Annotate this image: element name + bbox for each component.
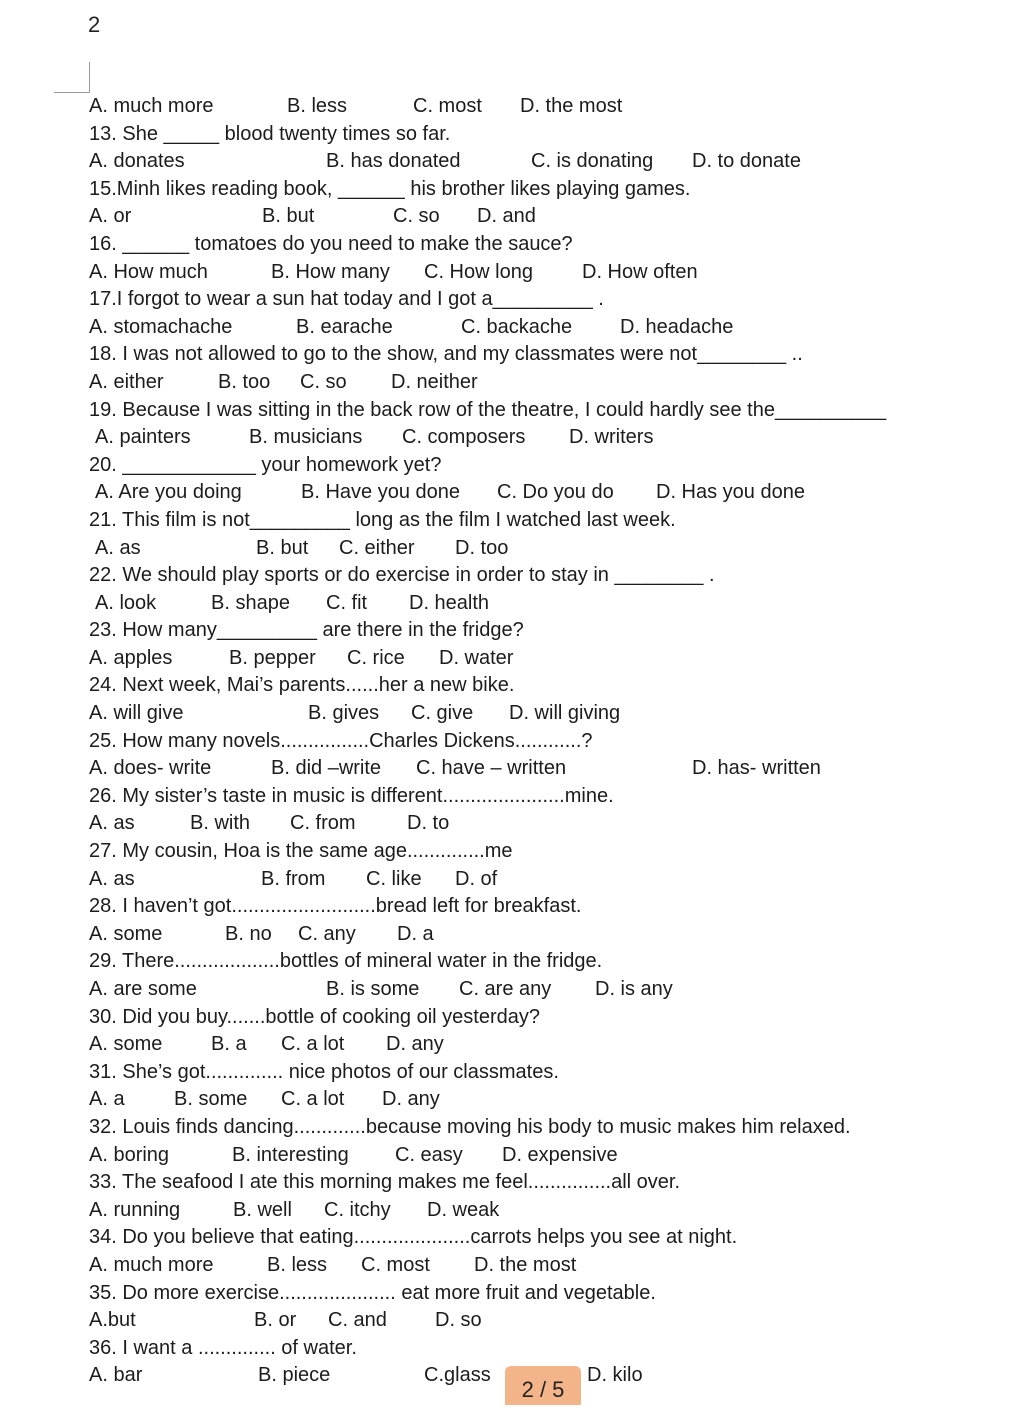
question-text: 33. The seafood I ate this morning makes me feel...............all over. bbox=[89, 1171, 681, 1194]
answer-option: A. will give bbox=[89, 702, 184, 725]
question-text: 23. How many_________ are there in the fridge? bbox=[89, 619, 524, 642]
question-line bbox=[0, 617, 1024, 645]
question-text: 20. ____________ your homework yet? bbox=[89, 453, 442, 476]
crop-mark bbox=[54, 62, 90, 93]
answer-option: C. composers bbox=[402, 426, 526, 449]
question-text: 36. I want a .............. of water. bbox=[89, 1336, 357, 1359]
question-line bbox=[0, 341, 1024, 369]
answer-options-line bbox=[0, 810, 1024, 838]
answer-option: A.but bbox=[89, 1309, 136, 1332]
answer-option: B. musicians bbox=[249, 426, 363, 449]
answer-option: D. any bbox=[382, 1088, 440, 1111]
answer-option: A. either bbox=[89, 370, 164, 393]
answer-option: D. to donate bbox=[692, 150, 801, 173]
answer-option: D. kilo bbox=[587, 1364, 643, 1387]
answer-option: D. How often bbox=[582, 260, 698, 283]
answer-option: D. writers bbox=[569, 426, 654, 449]
answer-options-line bbox=[0, 755, 1024, 783]
answer-option: B. interesting bbox=[232, 1143, 349, 1166]
answer-option: D. expensive bbox=[502, 1143, 618, 1166]
answer-options-line bbox=[0, 535, 1024, 563]
answer-option: A. look bbox=[95, 591, 157, 614]
answer-option: B. but bbox=[256, 536, 309, 559]
answer-options-line bbox=[0, 1031, 1024, 1059]
answer-option: D. the most bbox=[474, 1253, 577, 1276]
answer-option: C. like bbox=[366, 867, 422, 890]
answer-option: C. itchy bbox=[324, 1198, 391, 1221]
answer-option: C. give bbox=[411, 702, 474, 725]
question-text: 17.I forgot to wear a sun hat today and I got a_________ . bbox=[89, 288, 604, 311]
answer-option: D. any bbox=[386, 1033, 444, 1056]
answer-option: D. headache bbox=[620, 315, 734, 338]
answer-option: D. water bbox=[439, 646, 514, 669]
answer-option: D. neither bbox=[391, 370, 478, 393]
answer-option: C. rice bbox=[347, 646, 405, 669]
answer-option: C. most bbox=[361, 1253, 430, 1276]
page-number: 2 bbox=[88, 12, 101, 37]
answer-option: C. so bbox=[300, 370, 347, 393]
answer-option: B. gives bbox=[308, 702, 380, 725]
answer-option: A. donates bbox=[89, 150, 185, 173]
answer-option: A. some bbox=[89, 922, 163, 945]
answer-option: B. Have you done bbox=[301, 481, 460, 504]
answer-option: A. running bbox=[89, 1198, 181, 1221]
answer-option: B. is some bbox=[326, 978, 420, 1000]
answer-option: D. has- written bbox=[692, 757, 821, 780]
question-text: 19. Because I was sitting in the back row of the theatre, I could hardly see the__________ bbox=[89, 398, 887, 421]
question-line bbox=[0, 893, 1024, 921]
question-text: 28. I haven’t got..........................bread left for breakfast. bbox=[89, 895, 582, 918]
question-text: 22. We should play sports or do exercise in order to stay in ________ . bbox=[89, 564, 715, 587]
answer-option: B. a bbox=[211, 1033, 247, 1056]
answer-option: A. does- write bbox=[89, 757, 212, 780]
answer-options-line bbox=[0, 369, 1024, 397]
answer-options-line bbox=[0, 1142, 1024, 1170]
question-text: 30. Did you buy.......bottle of cooking oil yesterday? bbox=[89, 1005, 540, 1028]
answer-option: D. health bbox=[409, 591, 490, 614]
question-text: 26. My sister’s taste in music is different......................mine. bbox=[89, 784, 614, 807]
answer-option: B. from bbox=[261, 867, 326, 890]
question-line bbox=[0, 1114, 1024, 1142]
question-line bbox=[0, 728, 1024, 756]
answer-option: C. most bbox=[413, 95, 482, 117]
answer-option: C. have – written bbox=[416, 757, 567, 780]
question-text: 24. Next week, Mai’s parents......her a new bike. bbox=[89, 674, 515, 697]
answer-option: B. piece bbox=[258, 1364, 331, 1387]
answer-option: B. no bbox=[225, 922, 272, 945]
question-text: 21. This film is not_________ long as the film I watched last week. bbox=[89, 508, 676, 531]
answer-options-line bbox=[0, 259, 1024, 287]
question-line bbox=[0, 948, 1024, 976]
question-text: 25. How many novels................Charles Dickens............? bbox=[89, 729, 593, 752]
question-text: 13. She _____ blood twenty times so far. bbox=[89, 122, 451, 145]
question-text: 16. ______ tomatoes do you need to make the sauce? bbox=[89, 232, 573, 255]
answer-options-line bbox=[0, 203, 1024, 231]
answer-option: C. and bbox=[328, 1309, 387, 1332]
answer-option: D. and bbox=[477, 205, 536, 228]
question-line bbox=[0, 672, 1024, 700]
answer-option: C. a lot bbox=[281, 1088, 345, 1111]
question-text: 31. She’s got.............. nice photos of our classmates. bbox=[89, 1060, 559, 1083]
question-line bbox=[0, 783, 1024, 811]
answer-option: C. a lot bbox=[281, 1033, 345, 1056]
answer-option: B. shape bbox=[211, 591, 290, 614]
answer-option: B. less bbox=[267, 1253, 328, 1276]
answer-option: B. has donated bbox=[326, 150, 461, 173]
answer-option: A. as bbox=[95, 536, 141, 559]
page-indicator[interactable]: 2 / 5 bbox=[505, 1366, 581, 1405]
question-text: 18. I was not allowed to go to the show, and my classmates were not________ .. bbox=[89, 343, 803, 366]
worksheet-content bbox=[0, 93, 1024, 1390]
answer-option: B. earache bbox=[296, 315, 393, 338]
answer-options-line bbox=[0, 1197, 1024, 1225]
answer-option: D. Has you done bbox=[656, 481, 805, 504]
question-line bbox=[0, 507, 1024, 535]
question-text: 35. Do more exercise..................... eat more fruit and vegetable. bbox=[89, 1281, 656, 1304]
question-line bbox=[0, 452, 1024, 480]
answer-options-line bbox=[0, 1086, 1024, 1114]
question-line bbox=[0, 838, 1024, 866]
question-line bbox=[0, 1224, 1024, 1252]
answer-option: B. or bbox=[254, 1309, 297, 1332]
answer-options-line bbox=[0, 921, 1024, 949]
answer-options-line bbox=[0, 700, 1024, 728]
question-text: 34. Do you believe that eating.....................carrots helps you see at night. bbox=[89, 1226, 738, 1249]
answer-options-line bbox=[0, 424, 1024, 452]
answer-option: C.glass bbox=[424, 1364, 491, 1387]
answer-options-line bbox=[0, 1252, 1024, 1280]
question-line bbox=[0, 1280, 1024, 1308]
question-text: 32. Louis finds dancing.............because moving his body to music makes him relaxed. bbox=[89, 1115, 851, 1138]
answer-options-line bbox=[0, 1307, 1024, 1335]
answer-option: B. but bbox=[262, 205, 315, 228]
answer-options-line bbox=[0, 645, 1024, 673]
answer-option: B. did –write bbox=[271, 757, 382, 780]
answer-option: B. too bbox=[218, 370, 271, 393]
answer-option: B. well bbox=[233, 1198, 292, 1221]
answer-option: A. are some bbox=[89, 978, 197, 1000]
answer-option: A. apples bbox=[89, 646, 173, 669]
answer-option: C. are any bbox=[459, 978, 552, 1000]
answer-option: A. Are you doing bbox=[95, 481, 242, 504]
question-line bbox=[0, 397, 1024, 425]
answer-option: A. much more bbox=[89, 95, 214, 117]
answer-options-line bbox=[0, 590, 1024, 618]
answer-options-line bbox=[0, 148, 1024, 176]
answer-option: D. the most bbox=[520, 95, 623, 117]
answer-option: D. a bbox=[397, 922, 434, 945]
answer-options-line bbox=[0, 976, 1024, 1004]
answer-option: D. weak bbox=[427, 1198, 500, 1221]
answer-option: D. so bbox=[435, 1309, 482, 1332]
answer-option: A. boring bbox=[89, 1143, 170, 1166]
question-text: 15.Minh likes reading book, ______ his brother likes playing games. bbox=[89, 177, 691, 200]
answer-option: C. either bbox=[339, 536, 415, 559]
answer-option: B. How many bbox=[271, 260, 390, 283]
answer-option: A. How much bbox=[89, 260, 208, 283]
answer-option: A. stomachache bbox=[89, 315, 233, 338]
question-line bbox=[0, 231, 1024, 259]
question-line bbox=[0, 286, 1024, 314]
question-text: 27. My cousin, Hoa is the same age..............me bbox=[89, 840, 513, 863]
question-text: 29. There...................bottles of mineral water in the fridge. bbox=[89, 950, 603, 973]
answer-option: C. so bbox=[393, 205, 440, 228]
answer-option: A. some bbox=[89, 1033, 163, 1056]
answer-option: A. as bbox=[89, 867, 135, 890]
answer-option: A. much more bbox=[89, 1253, 214, 1276]
answer-option: B. less bbox=[287, 95, 348, 117]
answer-option: B. pepper bbox=[229, 646, 316, 669]
answer-option: C. backache bbox=[461, 315, 573, 338]
answer-option: D. of bbox=[455, 867, 498, 890]
answer-option: C. is donating bbox=[531, 150, 654, 173]
question-line bbox=[0, 1004, 1024, 1032]
answer-options-line bbox=[0, 93, 1024, 121]
answer-option: D. is any bbox=[595, 978, 673, 1000]
answer-options-line bbox=[0, 866, 1024, 894]
answer-option: D. to bbox=[407, 812, 450, 835]
answer-option: A. a bbox=[89, 1088, 125, 1111]
answer-option: C. any bbox=[298, 922, 356, 945]
question-line bbox=[0, 1059, 1024, 1087]
answer-option: A. bar bbox=[89, 1364, 143, 1387]
answer-option: C. easy bbox=[395, 1143, 463, 1166]
question-line bbox=[0, 1335, 1024, 1363]
answer-option: A. as bbox=[89, 812, 135, 835]
answer-option: A. painters bbox=[95, 426, 191, 449]
answer-options-line bbox=[0, 479, 1024, 507]
answer-option: D. too bbox=[455, 536, 509, 559]
answer-option: B. some bbox=[174, 1088, 248, 1111]
question-line bbox=[0, 1169, 1024, 1197]
question-line bbox=[0, 176, 1024, 204]
answer-option: C. from bbox=[290, 812, 356, 835]
answer-option: C. How long bbox=[424, 260, 533, 283]
question-line bbox=[0, 121, 1024, 149]
answer-option: C. Do you do bbox=[497, 481, 614, 504]
answer-option: B. with bbox=[190, 812, 251, 835]
answer-options-line bbox=[0, 314, 1024, 342]
answer-option: A. or bbox=[89, 205, 132, 228]
question-line bbox=[0, 562, 1024, 590]
answer-option: C. fit bbox=[326, 591, 368, 614]
answer-option: D. will giving bbox=[509, 702, 621, 725]
